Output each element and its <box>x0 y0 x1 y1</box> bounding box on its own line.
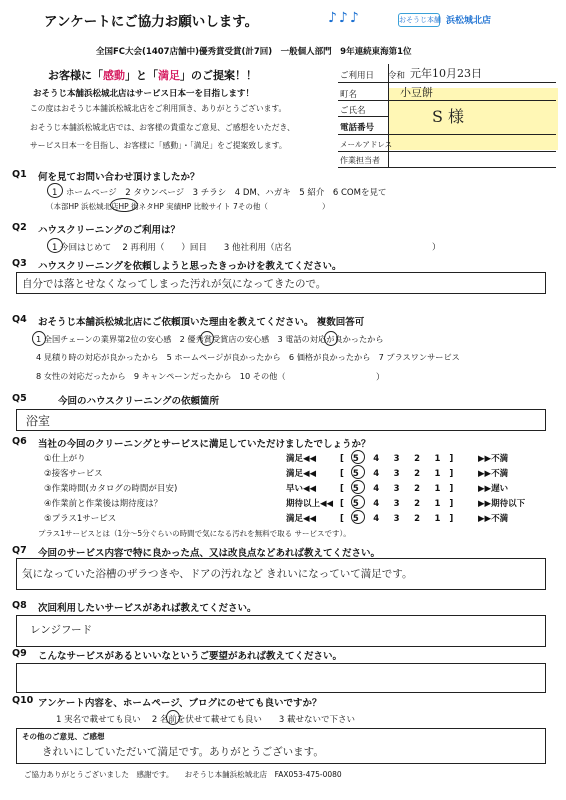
q10-comment: きれいにしていただいて満足です。ありがとうございます。 <box>42 746 324 758</box>
q4-close-paren: ） <box>376 373 385 383</box>
q1-question: 何を見てお問い合わせ頂けましたか？ <box>38 172 200 183</box>
q6-item-label: ①仕上がり <box>44 454 86 464</box>
q8-label: Q8 <box>12 600 27 611</box>
q10-question: アンケート内容を、ホームページ、ブログにのせても良いですか？ <box>38 698 322 709</box>
q4-line-2: 4 見積り時の対応が良かったから 5 ホームページが良かったから 6 価格が良かったから 7 プラスワンサービス <box>36 352 460 362</box>
date-label: ご利用日 <box>340 71 375 81</box>
q6-scale-left: 期待以上◀◀ <box>286 499 334 509</box>
q3-question: ハウスクリーニングを依頼しようと思ったきっかけを教えてください。 <box>38 261 342 272</box>
q2-question: ハウスクリーニングのご利用は？ <box>38 225 181 236</box>
intro-line-1: この度はおそうじ本舗浜松城北店をご利用頂き、ありがとうございます。 <box>30 104 287 113</box>
town-value: 小豆餅 <box>400 86 433 99</box>
q1-sub: （本部HP 浜松城北店HP 街ネタHP 実績HP 比較サイト 7その他（ <box>46 202 268 211</box>
staff-label: 作業担当者 <box>340 156 380 165</box>
q6-circle-5 <box>351 480 365 494</box>
q6-scale-values[interactable]: [ 5 4 3 2 1 ] <box>340 499 457 509</box>
q6-scale-left: 満足◀◀ <box>286 469 317 479</box>
q6-scale-left: 満足◀◀ <box>286 514 317 524</box>
q4-circle-1 <box>32 331 46 346</box>
q6-scale-right: ▶▶不満 <box>478 469 509 479</box>
q3-answer: 自分では落とせなくなってしまった汚れが気になってきたので。 <box>22 278 327 290</box>
q2-circle-1 <box>47 238 63 253</box>
q1-close-paren: ） <box>322 202 330 211</box>
q10-options: 1 実名で載せても良い 2 名前を伏せて載せても良い 3 載せないで下さい <box>56 715 356 725</box>
q6-plus-note: プラス1サービスとは（1分～5分ぐらいの時間で気になる汚れを無料で取る サービスです）。 <box>38 529 351 538</box>
q8-answer-box[interactable] <box>16 615 546 647</box>
motto-line: おそうじ本舗浜松城北店はサービス日本一を目指します！ <box>33 89 255 99</box>
award-line: 全国FC大会(1407店舗中)優秀賞受賞(計7回) 一般個人部門 9年連続東海第1位 <box>96 47 412 57</box>
q6-item-label: ⑤プラス1サービス <box>44 514 117 524</box>
date-value: 元年10月23日 <box>410 67 482 80</box>
email-label: メールアドレス <box>340 140 393 149</box>
customer-name-value: S 様 <box>432 107 465 126</box>
q6-circle-5 <box>351 465 365 479</box>
q6-scale-right: ▶▶遅い <box>478 484 509 494</box>
intro-line-2: おそうじ本舗浜松城北店では、お客様の貴重なご意見、ご感想をいただき、 <box>30 123 295 132</box>
intro-line-3: サービス日本一を目指し、お客様に「感動」・「満足」をご提案致します。 <box>30 141 287 150</box>
q10-label: Q10 <box>12 695 34 706</box>
q5-question: 今回のハウスクリーニングの依頼箇所 <box>58 396 220 407</box>
q1-options: 1 ホームページ 2 タウンページ 3 チラシ 4 DM、ハガキ 5 紹介 6 COMを見て <box>52 188 387 198</box>
q6-circle-5 <box>351 510 365 524</box>
q1-circle-kitaten <box>110 198 138 212</box>
q8-answer: レンジフード <box>30 624 93 636</box>
proposal-line: お客様に「感動」と「満足」のご提案！！ <box>48 69 257 82</box>
q6-scale-right: ▶▶不満 <box>478 514 509 524</box>
q10-comment-label: その他のご意見、ご感想 <box>22 732 105 741</box>
q1-label: Q1 <box>12 169 27 180</box>
q9-question: こんなサービスがあるといいなというご要望があれば教えてください。 <box>38 651 343 662</box>
date-era: 令和 <box>388 71 406 81</box>
q9-label: Q9 <box>12 648 27 659</box>
phone-label: 電話番号 <box>340 123 375 133</box>
brand-logo: おそうじ本舗 <box>398 13 440 27</box>
q6-scale-right: ▶▶不満 <box>478 454 509 464</box>
q6-scale-right: ▶▶期待以下 <box>478 499 526 509</box>
q6-question: 当社の今回のクリーニングとサービスに満足していただけましたでしょうか？ <box>38 439 371 450</box>
q6-item-label: ④作業前と作業後は期待度は？ <box>44 499 163 509</box>
kando-word: 感動 <box>103 69 125 82</box>
q6-circle-5 <box>351 495 365 509</box>
q6-scale-left: 満足◀◀ <box>286 454 317 464</box>
q6-scale-values[interactable]: [ 5 4 3 2 1 ] <box>340 484 457 494</box>
town-label: 町名 <box>340 90 358 100</box>
q7-answer: 気になっていた浴槽のザラつきや、ドアの汚れなど きれいになっていて満足です。 <box>22 568 413 580</box>
q6-item-label: ②接客サービス <box>44 469 103 479</box>
q6-scale-values[interactable]: [ 5 4 3 2 1 ] <box>340 454 457 464</box>
q2-close-paren: ） <box>432 243 441 253</box>
header-title: アンケートにご協力お願いします。 <box>44 14 259 30</box>
q6-scale-values[interactable]: [ 5 4 3 2 1 ] <box>340 469 457 479</box>
q7-question: 今回のサービス内容で特に良かった点、又は改良点などあれば教えてください。 <box>38 548 381 559</box>
q3-label: Q3 <box>12 258 27 269</box>
q5-answer-box[interactable] <box>16 409 546 431</box>
q4-circle-3 <box>324 331 338 346</box>
q4-label: Q4 <box>12 314 27 325</box>
q10-circle-2 <box>166 710 180 725</box>
store-name: 浜松城北店 <box>446 16 492 26</box>
q5-answer: 浴室 <box>26 414 51 428</box>
q9-answer-box[interactable] <box>16 663 546 693</box>
q4-line-1: 1 全国チェーンの業界第2位の安心感 2 優秀賞受賞店の安心感 3 電話の対応が良かったから <box>36 334 384 344</box>
q2-label: Q2 <box>12 222 27 233</box>
q4-circle-2 <box>200 331 214 346</box>
q1-circle-1 <box>47 183 63 198</box>
q6-scale-left: 早い◀◀ <box>286 484 317 494</box>
name-label: ご氏名 <box>340 106 366 116</box>
q6-item-label: ③作業時間(カタログの時間が目安) <box>44 484 178 494</box>
q2-options: 1 今回はじめて 2 再利用（ ）回目 3 他社利用（店名 <box>52 243 292 253</box>
q6-scale-values[interactable]: [ 5 4 3 2 1 ] <box>340 514 457 524</box>
q8-question: 次回利用したいサービスがあれば教えてください。 <box>38 603 257 614</box>
q7-label: Q7 <box>12 545 27 556</box>
q6-label: Q6 <box>12 436 27 447</box>
manzoku-word: 満足 <box>158 69 180 82</box>
q5-label: Q5 <box>12 393 27 404</box>
music-notes-icon: ♪♪♪ <box>328 10 361 26</box>
q4-line-3: 8 女性の対応だったから 9 キャンペーンだったから 10 その他（ <box>36 371 286 381</box>
q6-circle-5 <box>351 450 365 464</box>
q4-question: おそうじ本舗浜松城北店にご依頼頂いた理由を教えてください。 複数回答可 <box>38 317 365 328</box>
footer-text: ご協力ありがとうございました 感謝です。 おそうじ本舗浜松城北店 FAX053-475-0080 <box>24 770 342 779</box>
